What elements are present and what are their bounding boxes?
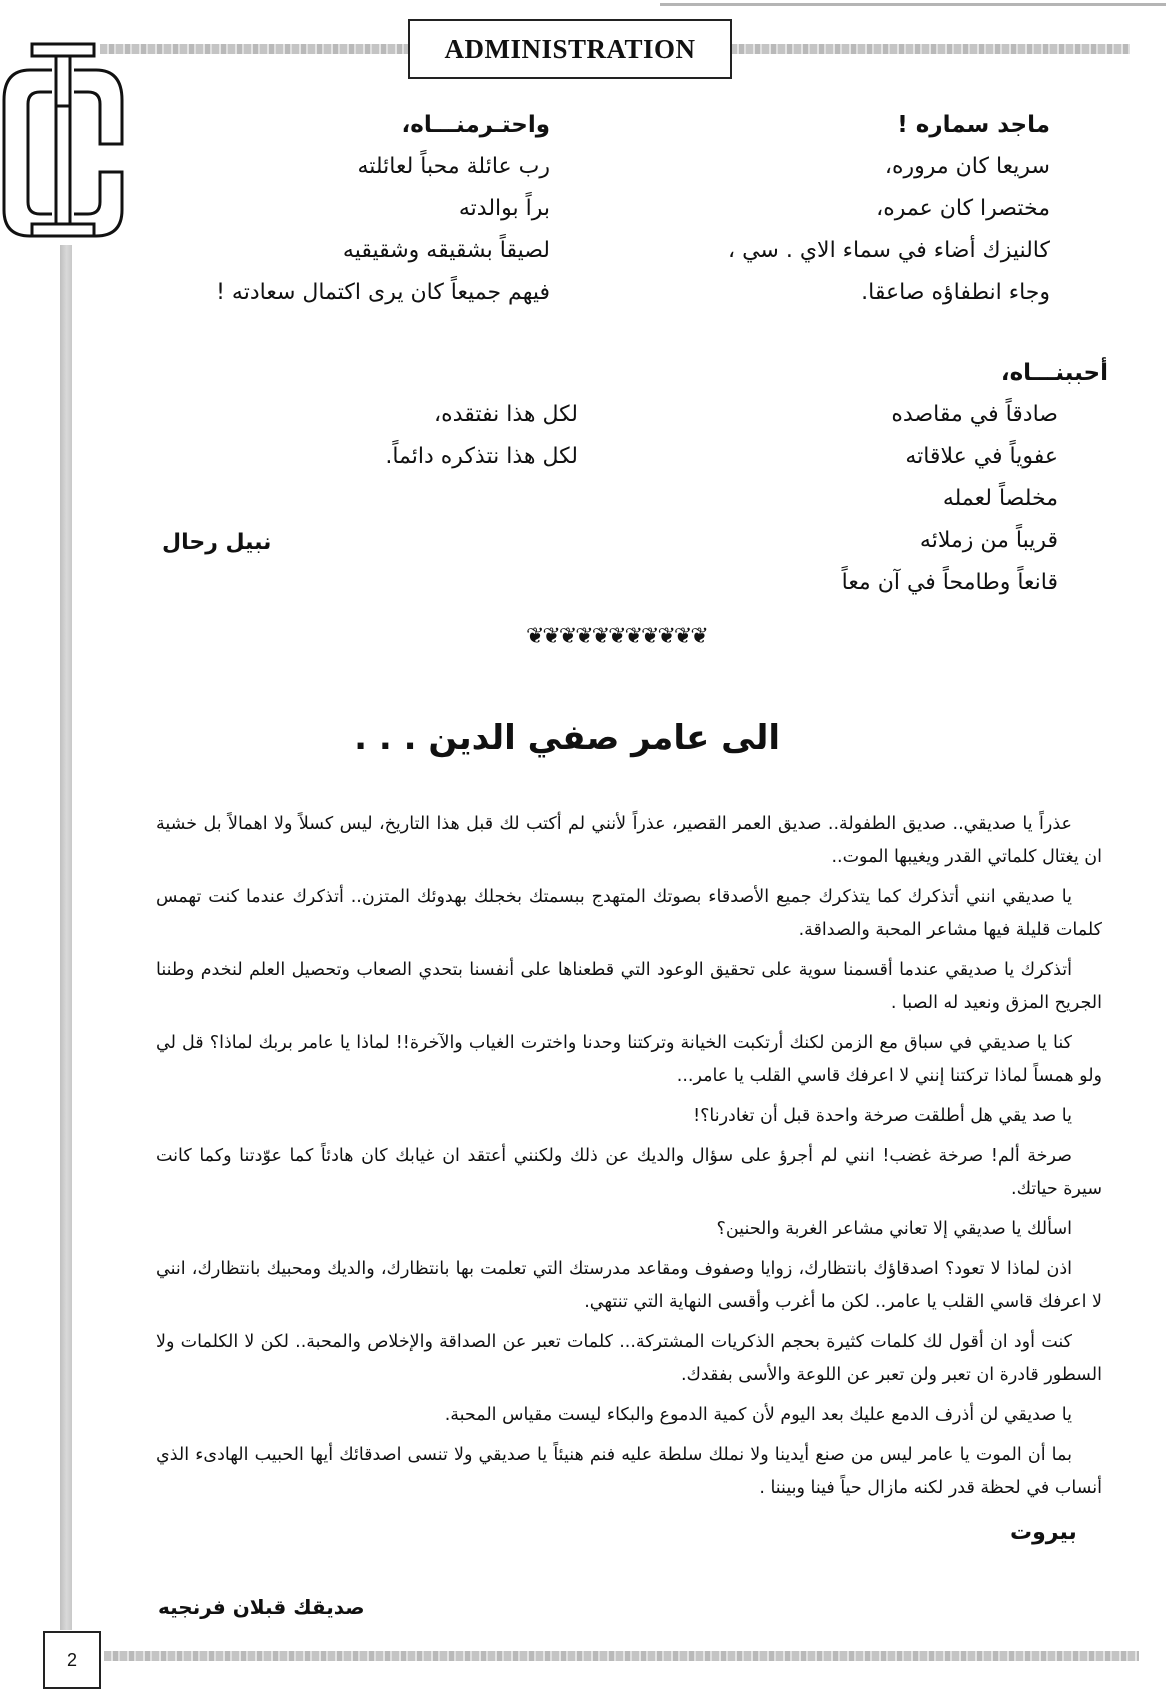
- poem-column-right-2: [788, 352, 1108, 604]
- poem-line: رب عائلة محباً لعائلته: [357, 154, 550, 179]
- poem-signature: نبيل رحال: [162, 530, 272, 555]
- poem-column-right: [727, 104, 1050, 314]
- letter-body: [156, 808, 1102, 1512]
- poem-line: لكل هذا نفتقده،: [434, 402, 578, 427]
- page-number-box: [43, 1631, 101, 1689]
- side-bar: [60, 245, 72, 1630]
- letter-paragraph: يا صديقي انني أتذكرك كما يتذكرك جميع الأصدقاء بصوتك المتهدج ببسمتك بخجلك بهدوئك المتزن.. أتذكرك عندما كنت تهمس كلمات قليلة فيها مشاعر المحبة والصداقة.: [156, 887, 1102, 940]
- letter-paragraph: أتذكرك يا صديقي عندما أقسمنا سوية على تحقيق الوعود التي قطعناها على أنفسنا بتحدي الصعاب وتحصيل العلم لنخدم وطننا الجريح المزق ونعيد له الصبا .: [156, 960, 1102, 1013]
- poem-line: قريباً من زملائه: [919, 528, 1058, 553]
- poem-line: لكل هذا نتذكره دائماً.: [385, 444, 578, 469]
- letter-paragraph: كنت أود ان أقول لك كلمات كثيرة بحجم الذكريات المشتركة... كلمات تعبر عن الصداقة والإخلاص والمحبة.. لكن لا الكلمات ولا السطور قادرة ان تعبر ولن تعبر عن اللوعة والأسى بفقدك.: [156, 1332, 1102, 1385]
- poem-line: قانعاً وطامحاً في آن معاً: [841, 570, 1058, 595]
- poem-line: مخلصاً لعمله: [942, 486, 1058, 511]
- poem-line: براً بوالدته: [458, 196, 550, 221]
- poem-line: وجاء انطفاؤه صاعقا.: [861, 280, 1050, 305]
- header-band-right: [730, 44, 1130, 54]
- poem-heading: ماجد سماره !: [897, 112, 1050, 138]
- letter-paragraph: عذراً يا صديقي.. صديق الطفولة.. صديق العمر القصير، عذراً لأنني لم أكتب لك قبل هذا التاريخ، ليس كسلاً ولا اهمالاً بل خشية ان يغتال كلماتي القدر ويغيبها الموت..: [156, 814, 1102, 867]
- poem-column-left: [216, 104, 550, 314]
- poem-line: كالنيزك أضاء في سماء الاي . سي ،: [727, 238, 1050, 263]
- letter-paragraph: يا صد يقي هل أطلقت صرخة واحدة قبل أن تغادرنا؟!: [693, 1106, 1072, 1126]
- letter-title: الى عامر صفي الدين . . .: [354, 718, 780, 758]
- poem-line: لصيقاً بشقيقه وشقيقيه: [342, 238, 550, 263]
- top-rule: [660, 3, 1166, 6]
- ornament-divider: ❦❦❦❦❦❦❦❦❦❦❦: [526, 624, 707, 649]
- poem-line: سريعا كان مروره،: [884, 154, 1050, 179]
- poem-line: عفوياً في علاقاته: [905, 444, 1058, 469]
- section-title: ADMINISTRATION: [444, 33, 696, 64]
- letter-paragraph: يا صديقي لن أذرف الدمع عليك بعد اليوم لأن كمية الدموع والبكاء ليست مقياس المحبة.: [444, 1405, 1072, 1425]
- poem-heading: أحببنـــاه،: [1000, 360, 1108, 386]
- poem-heading: واحتـرمنـــاه،: [401, 112, 550, 138]
- footer-band: [104, 1651, 1139, 1661]
- letter-paragraph: كنا يا صديقي في سباق مع الزمن لكنك أرتكبت الخيانة وتركتنا وحدنا واخترت الغياب والآخرة!! لماذا يا عامر بربك لماذا؟ قل لي ولو همساً لماذا تركتنا إنني لا اعرفك قاسي القلب يا عامر...: [156, 1033, 1102, 1086]
- letter-paragraph: اسألك يا صديقي إلا تعاني مشاعر الغربة والحنين؟: [716, 1219, 1072, 1239]
- poem-line: فيهم جميعاً كان يرى اكتمال سعادته !: [216, 280, 550, 305]
- ic-logo-icon: [0, 40, 130, 250]
- letter-place: بيروت: [1010, 1520, 1077, 1545]
- poem-column-left-2: [258, 394, 578, 478]
- poem-line: صادقاً في مقاصده: [891, 402, 1058, 427]
- letter-paragraph: اذن لماذا لا تعود؟ اصدقاؤك بانتظارك، زوايا وصفوف ومقاعد مدرستك التي تعلمت بها بانتظارك، والديك ومحبيك بانتظارك، انني لا اعرفك قاسي القلب يا عامر.. لكن ما أغرب وأقسى النهاية التي تنتهي.: [156, 1259, 1102, 1312]
- section-header: [408, 19, 732, 79]
- poem-line: مختصرا كان عمره،: [876, 196, 1050, 221]
- letter-paragraph: صرخة ألم! صرخة غضب! انني لم أجرؤ على سؤال والديك عن ذلك ولكنني أعتقد ان غيابك كان هادئاً كما عوّدتنا وكما كانت سيرة حياتك.: [156, 1146, 1102, 1199]
- page-number: 2: [66, 1649, 77, 1670]
- letter-paragraph: بما أن الموت يا عامر ليس من صنع أيدينا ولا نملك سلطة عليه فنم هنيئاً يا صديقي ولا تنسى اصدقائك أيها الحبيب الهادىء الذي أنساب في لحظة قدر لكنه مازال حياً فينا وبيننا .: [156, 1445, 1102, 1498]
- letter-signature: صديقك قبلان فرنجيه: [158, 1595, 365, 1619]
- header-band-left: [100, 44, 410, 54]
